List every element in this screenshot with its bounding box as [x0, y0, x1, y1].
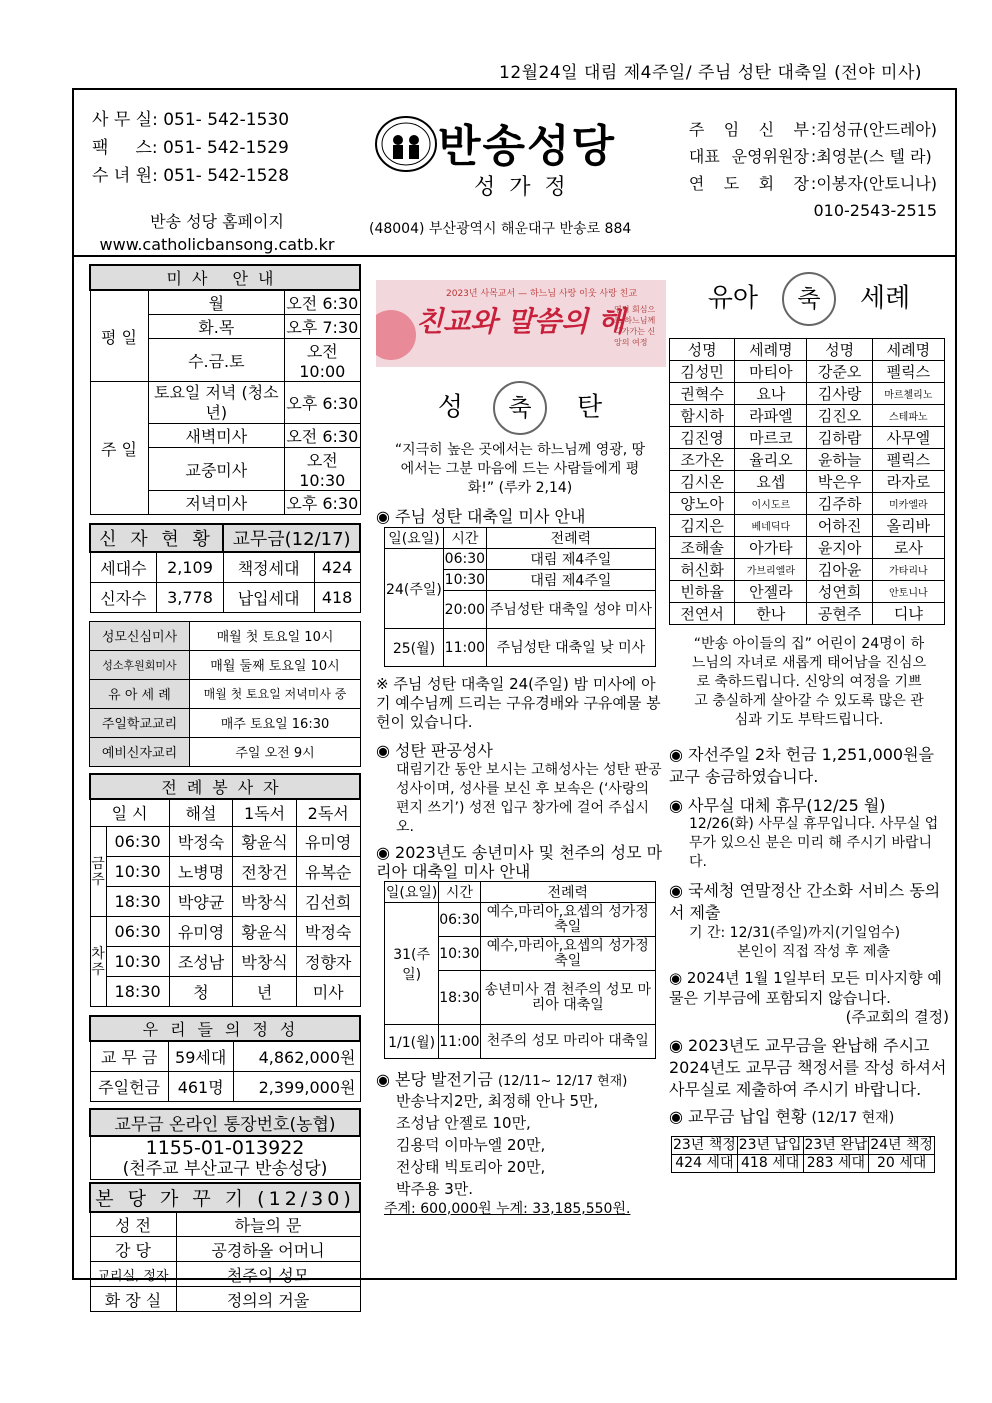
cell: 김지은 — [670, 515, 735, 537]
cell: 천주의 성모 마리아 대축일 — [480, 1025, 655, 1059]
baptism-row — [670, 581, 945, 603]
col-head: 성명 — [807, 339, 872, 361]
dues-table — [671, 1136, 935, 1173]
cell: 윤하늘 — [807, 449, 872, 471]
cell: 박정숙 — [169, 827, 233, 857]
cell: 양노아 — [670, 493, 735, 515]
col-head: 해설 — [169, 799, 233, 827]
cell: 06:30 — [443, 549, 486, 570]
cell: 라파엘 — [735, 405, 807, 427]
account-name: (천주교 부산교구 반송성당) — [90, 1159, 360, 1180]
cell: 정의의 거울 — [176, 1287, 360, 1312]
cell: 11:00 — [443, 629, 486, 667]
cell: 박은우 — [807, 471, 872, 493]
cell: 마르첼리노 — [872, 383, 944, 405]
role-value: :이봉자(안토니나) — [810, 174, 937, 193]
cell: 283 세대 — [803, 1155, 869, 1173]
donor-line: 조성남 안젤로 10만, — [396, 1114, 531, 1132]
mass-time: 오전10:00 — [285, 339, 360, 382]
mass-time: 오후 7:30 — [285, 315, 360, 339]
cell: 424 세대 — [672, 1155, 738, 1173]
donor-line: 박주용 3만. — [396, 1180, 474, 1198]
members-title: 신 자 현 황 — [90, 524, 223, 552]
cell: 스테파노 — [872, 405, 944, 427]
fund-donors — [376, 1090, 664, 1200]
cell: 김선희 — [296, 887, 360, 917]
role-label: 대표 운영위원장 — [688, 147, 809, 166]
cell: 노병명 — [169, 857, 233, 887]
mass-time: 오전 6:30 — [285, 424, 360, 448]
baptism-row — [670, 537, 945, 559]
cell: 강 당 — [90, 1237, 176, 1262]
mass-day: 수.금.토 — [148, 339, 285, 382]
bulletin-frame — [72, 88, 957, 1310]
baptism-row — [670, 493, 945, 515]
top-date-line: 12월24일 대림 제4주일/ 주님 성탄 대축일 (전야 미사) — [499, 63, 922, 83]
role-label: 주 임 신 부 — [688, 120, 809, 139]
cell: 유복순 — [296, 857, 360, 887]
donor-line: 전상태 빅토리아 20만, — [396, 1158, 546, 1176]
cell: 06:30 — [439, 903, 480, 937]
cell: 강준오 — [807, 361, 872, 383]
decor-table — [89, 1182, 361, 1313]
role-label: 연 도 회 장 — [688, 174, 809, 193]
baptism-row — [670, 559, 945, 581]
notice-donation-source: (주교회의 결정) — [845, 1008, 949, 1026]
cell: 송년미사 겸 천주의 성모 마리아 대축일 — [480, 971, 655, 1025]
cell: 김성민 — [670, 361, 735, 383]
cell: 빈하율 — [670, 581, 735, 603]
baptism-row — [670, 515, 945, 537]
cell: 대림 제4주일 — [486, 570, 655, 591]
col-head: 세례명 — [735, 339, 807, 361]
heart-icon — [376, 310, 416, 360]
dues-title: 교무금(12/17) — [223, 524, 360, 552]
cell: 김진영 — [670, 427, 735, 449]
dues-status-title: ◉ 교무금 납입 현황 — [669, 1107, 807, 1126]
cell: 디냐 — [872, 603, 944, 625]
banner-side: 영적 회심으로 하느님께 다가가는 신앙의 여정 — [614, 305, 656, 347]
event-time: 매주 토요일 16:30 — [190, 708, 361, 737]
church-subtitle: 성가정 — [474, 175, 580, 200]
mass-day: 새벽미사 — [148, 424, 285, 448]
cell: 조성남 — [169, 947, 233, 977]
fund-period: (12/11~ 12/17 현재) — [497, 1074, 628, 1089]
homepage — [92, 210, 342, 256]
cell: 18:30 — [439, 971, 480, 1025]
cell: 유미영 — [296, 827, 360, 857]
cell: 마티아 — [735, 361, 807, 383]
account-title: 교무금 온라인 통장번호(농협) — [90, 1109, 360, 1136]
confession-body: 대림기간 동안 보시는 고해성사는 성탄 판공 성사이며, 성사를 보신 후 보속은 (‘사랑의 편지 쓰기’) 성전 입구 창가에 걸어 주십시오. — [396, 762, 662, 835]
notice-tax-title: ◉ 국세청 연말정산 간소화 서비스 동의서 제출 — [669, 881, 941, 922]
col-head: 2독서 — [296, 799, 360, 827]
cell: 펠릭스 — [872, 449, 944, 471]
cell: 화 장 실 — [90, 1287, 176, 1312]
cell: 성연희 — [807, 581, 872, 603]
homepage-url[interactable]: www.catholicbansong.catb.kr — [99, 235, 335, 254]
church-address: (48004) 부산광역시 해운대구 반송로 884 — [369, 221, 632, 237]
cell: 4,862,000원 — [233, 1041, 360, 1071]
cell: 박정숙 — [296, 917, 360, 947]
cell: 06:30 — [106, 827, 169, 857]
col-head: 시간 — [439, 882, 480, 903]
account-table — [89, 1108, 361, 1180]
cell: 공현주 — [807, 603, 872, 625]
col-head: 23년 책정 — [672, 1137, 736, 1153]
offering-table — [89, 1015, 361, 1102]
events-table — [89, 621, 361, 767]
cell: 조가온 — [670, 449, 735, 471]
cell: 미카엘라 — [872, 493, 944, 515]
cell: 20 세대 — [869, 1155, 935, 1173]
cell: 전창건 — [233, 857, 297, 887]
cell: 10:30 — [439, 937, 480, 971]
cell: 하늘의 문 — [176, 1212, 360, 1237]
confession-title: ◉ 성탄 판공성사 — [376, 741, 493, 760]
middle-column — [376, 280, 664, 1219]
cell: 미사 — [296, 977, 360, 1007]
cell: 황윤식 — [233, 917, 297, 947]
role-value: :최영분(스 텔 라) — [810, 147, 932, 166]
mass-date: 24(주일) — [385, 549, 444, 629]
cell: 대림 제4주일 — [486, 549, 655, 570]
next-week-label: 차주 — [90, 917, 106, 1007]
cell: 유미영 — [169, 917, 233, 947]
cell: 424 — [314, 552, 360, 582]
cell: 요셉 — [735, 471, 807, 493]
notice-office-title: ◉ 사무실 대체 휴무(12/25 월) — [669, 796, 886, 815]
cell: 3,778 — [157, 582, 223, 612]
cell: 신자수 — [90, 582, 157, 612]
cell: 김진오 — [807, 405, 872, 427]
baptism-row — [670, 471, 945, 493]
cell: 윤지아 — [807, 537, 872, 559]
cell: 김주하 — [807, 493, 872, 515]
col-head: 전례력 — [486, 528, 655, 549]
cell: 이시도르 — [735, 493, 807, 515]
cell: 18:30 — [106, 887, 169, 917]
event-name: 성모신심미사 — [90, 621, 190, 650]
cell: 주님성탄 대축일 낮 미사 — [486, 629, 655, 667]
col-head: 1독서 — [233, 799, 297, 827]
mass-date: 25(월) — [385, 629, 444, 667]
event-name: 유 아 세 례 — [90, 679, 190, 708]
notice-office-body: 12/26(화) 사무실 휴무입니다. 사무실 업무가 있으신 분은 미리 해 주시기 바랍니다. — [689, 816, 939, 870]
baptism-row — [670, 383, 945, 405]
staff-list — [689, 116, 937, 224]
contact-lines — [92, 106, 289, 190]
cell: 공경하올 어머니 — [176, 1237, 360, 1262]
heading-char: 탄 — [577, 392, 603, 423]
sunday-label: 주 일 — [90, 382, 148, 515]
baptism-row — [670, 603, 945, 625]
christmas-heading — [376, 381, 664, 441]
cell: 박창식 — [233, 887, 297, 917]
cell: 로사 — [872, 537, 944, 559]
col-head: 일 시 — [90, 799, 169, 827]
role-value: :김성규(안드레아) — [810, 120, 937, 139]
convent-phone: 수 녀 원: 051- 542-1528 — [92, 166, 290, 186]
event-time: 매월 둘째 토요일 10시 — [190, 650, 361, 679]
contact-phone: 010-2543-2515 — [813, 201, 937, 220]
mass-time: 오전 6:30 — [285, 290, 360, 315]
xmas-mass-table — [384, 527, 656, 667]
office-phone: 사 무 실: 051- 542-1530 — [92, 110, 290, 130]
baptism-row — [670, 361, 945, 383]
banner-main: 친교와 말씀의 해 — [416, 305, 625, 338]
cell: 박창식 — [233, 947, 297, 977]
celebration-emblem-icon: 축 — [493, 381, 547, 435]
cell: 예수,마리아,요셉의 성가정 축일 — [480, 937, 655, 971]
cell: 김하람 — [807, 427, 872, 449]
fund-total: 주계: 600,000원 누계: 33,185,550원. — [384, 1201, 631, 1217]
cell: 납입세대 — [223, 582, 314, 612]
church-logo-icon — [374, 114, 438, 174]
notice-charity: ◉ 자선주일 2차 헌금 1,251,000원을 교구 송금하였습니다. — [669, 745, 935, 786]
cell: 10:30 — [443, 570, 486, 591]
theme-banner — [376, 280, 666, 367]
cell: 올리바 — [872, 515, 944, 537]
cell: 10:30 — [106, 857, 169, 887]
cell: 아가타 — [735, 537, 807, 559]
mass-day: 저녁미사 — [148, 491, 285, 515]
col-head: 일(요일) — [385, 882, 439, 903]
offering-title: 우리들의정성 — [90, 1016, 360, 1041]
cell: 성 전 — [90, 1212, 176, 1237]
col-head: 시간 — [443, 528, 486, 549]
mass-schedule-table — [89, 264, 361, 515]
cell: 18:30 — [106, 977, 169, 1007]
decor-title: 본 당 가 꾸 기 (12/30) — [90, 1183, 360, 1212]
cell: 주님성탄 대축일 성야 미사 — [486, 591, 655, 629]
cell: 10:30 — [106, 947, 169, 977]
dues-status-date: (12/17 현재) — [811, 1110, 895, 1126]
cell: 59세대 — [168, 1041, 233, 1071]
header — [74, 90, 955, 257]
cell: 김아윤 — [807, 559, 872, 581]
cell: 전연서 — [670, 603, 735, 625]
cell: 년 — [233, 977, 297, 1007]
donor-line: 김용덕 이마누엘 20만, — [396, 1136, 546, 1154]
newyear-table — [384, 881, 656, 1059]
cell: 06:30 — [106, 917, 169, 947]
cell: 율리오 — [735, 449, 807, 471]
bible-quote: “지극히 높은 곳에서는 하느님께 영광, 땅에서는 그분 마음에 드는 사람들에게 평화!” (루카 2,14) — [394, 442, 646, 496]
church-name: 반송성당 — [438, 121, 617, 172]
mass-time: 오후 6:30 — [285, 491, 360, 515]
cell: 황윤식 — [233, 827, 297, 857]
cell: 허신화 — [670, 559, 735, 581]
cell: 라자로 — [872, 471, 944, 493]
mass-date: 1/1(월) — [385, 1025, 439, 1059]
cell: 요나 — [735, 383, 807, 405]
servers-title: 전례봉사자 — [90, 774, 360, 799]
mass-title: 미사 안내 — [90, 265, 360, 290]
cell: 정향자 — [296, 947, 360, 977]
cell: 청 — [169, 977, 233, 1007]
newyear-title: ◉ 2023년도 송년미사 및 천주의 성모 마리아 대축일 미사 안내 — [376, 843, 663, 881]
col-head: 23년 납입 — [738, 1137, 802, 1153]
event-name: 성소후원회미사 — [90, 650, 190, 679]
mass-day: 토요일 저녁 (청소년) — [148, 382, 285, 424]
mass-day: 화.목 — [148, 315, 285, 339]
cell: 베네딕다 — [735, 515, 807, 537]
cell: 418 세대 — [737, 1155, 803, 1173]
cell: 사무엘 — [872, 427, 944, 449]
cell: 주일헌금 — [90, 1071, 168, 1101]
cell: 세대수 — [90, 552, 157, 582]
cell: 조해솔 — [670, 537, 735, 559]
cell: 어하진 — [807, 515, 872, 537]
donor-line: 반송낙지2만, 최정해 안나 5만, — [396, 1092, 599, 1110]
cell: 펠릭스 — [872, 361, 944, 383]
heading-word: 세례 — [860, 283, 911, 314]
this-week-label: 금주 — [90, 827, 106, 917]
col-head: 23년 완납 — [804, 1137, 868, 1153]
cell: 교리실, 정자 — [90, 1262, 176, 1287]
weekday-label: 평 일 — [90, 290, 148, 382]
notice-tax-period: 기 간: 12/31(주일)까지(기일엄수) — [689, 925, 901, 941]
col-head: 성명 — [670, 339, 735, 361]
event-name: 예비신자교리 — [90, 737, 190, 766]
cell: 김시온 — [670, 471, 735, 493]
cell: 20:00 — [443, 591, 486, 629]
baptism-row — [670, 405, 945, 427]
cell: 2,109 — [157, 552, 223, 582]
baptism-row — [670, 427, 945, 449]
col-head: 24년 책정 — [870, 1137, 934, 1153]
col-head: 일(요일) — [385, 528, 444, 549]
celebration-emblem-icon: 축 — [782, 272, 836, 326]
cell: 418 — [314, 582, 360, 612]
cell: 함시하 — [670, 405, 735, 427]
left-column — [89, 264, 361, 1312]
col-head: 세례명 — [872, 339, 944, 361]
event-time: 주일 오전 9시 — [190, 737, 361, 766]
baptism-heading — [669, 272, 949, 338]
account-number: 1155-01-013922 — [90, 1136, 360, 1159]
cell: 천주의 성모 — [176, 1262, 360, 1287]
banner-top: 2023년 사목교서 — 하느님 사랑 이웃 사랑 친교 — [446, 289, 638, 299]
cell: 책정세대 — [223, 552, 314, 582]
cell: 2,399,000원 — [233, 1071, 360, 1101]
mass-day: 월 — [148, 290, 285, 315]
servers-table — [89, 773, 361, 1008]
heading-word: 유아 — [707, 283, 758, 314]
homepage-label: 반송 성당 홈페이지 — [150, 212, 284, 231]
mass-date: 31(주일) — [385, 903, 439, 1025]
cell: 권혁수 — [670, 383, 735, 405]
cell: 안토니나 — [872, 581, 944, 603]
mass-time: 오전10:30 — [285, 448, 360, 491]
cell: 11:00 — [439, 1025, 480, 1059]
right-column — [669, 268, 949, 1173]
cell: 교 무 금 — [90, 1041, 168, 1071]
heading-char: 성 — [437, 392, 463, 423]
notice-donation: ◉ 2024년 1월 1일부터 모든 미사지향 예물은 기부금에 포함되지 않습니다. — [669, 969, 942, 1007]
cell: 가타리나 — [872, 559, 944, 581]
members-table — [89, 523, 361, 613]
cell: 김사랑 — [807, 383, 872, 405]
event-time: 매월 첫 토요일 저녁미사 중 — [190, 679, 361, 708]
col-head: 전례력 — [480, 882, 655, 903]
event-name: 주일학교교리 — [90, 708, 190, 737]
fund-title: ◉ 본당 발전기금 — [376, 1070, 493, 1089]
notice-tax-note: 본인이 직접 작성 후 제출 — [737, 944, 891, 960]
xmas-note: ※ 주님 성탄 대축일 24(주일) 밤 미사에 아기 예수님께 드리는 구유경배와 구유예물 봉헌이 있습니다. — [376, 675, 661, 731]
mass-time: 오후 6:30 — [285, 382, 360, 424]
cell: 박양균 — [169, 887, 233, 917]
cell: 안젤라 — [735, 581, 807, 603]
mass-day: 교중미사 — [148, 448, 285, 491]
cell: 가브리엘라 — [735, 559, 807, 581]
fax-number: 팩 스: 051- 542-1529 — [92, 138, 289, 158]
baptism-message: “반송 아이들의 집” 어린이 24명이 하느님의 자녀로 새롭게 태어남을 진심으로 축하드립니다. 신앙의 여정을 기쁘고 충실하게 살아갈 수 있도록 많은 관심과 기도 부탁드립니다. — [691, 636, 927, 728]
baptism-table — [669, 338, 945, 625]
cell: 한나 — [735, 603, 807, 625]
cell: 마르코 — [735, 427, 807, 449]
cell: 461명 — [168, 1071, 233, 1101]
cell: 예수,마리아,요셉의 성가정 축일 — [480, 903, 655, 937]
baptism-row — [670, 449, 945, 471]
xmas-mass-title: ◉ 주님 성탄 대축일 미사 안내 — [376, 507, 586, 526]
event-time: 매월 첫 토요일 10시 — [190, 621, 361, 650]
notice-dues: ◉ 2023년도 교무금을 완납해 주시고 2024년도 교무금 책정서를 작성 하셔서 사무실로 제출하여 주시기 바랍니다. — [669, 1036, 947, 1099]
